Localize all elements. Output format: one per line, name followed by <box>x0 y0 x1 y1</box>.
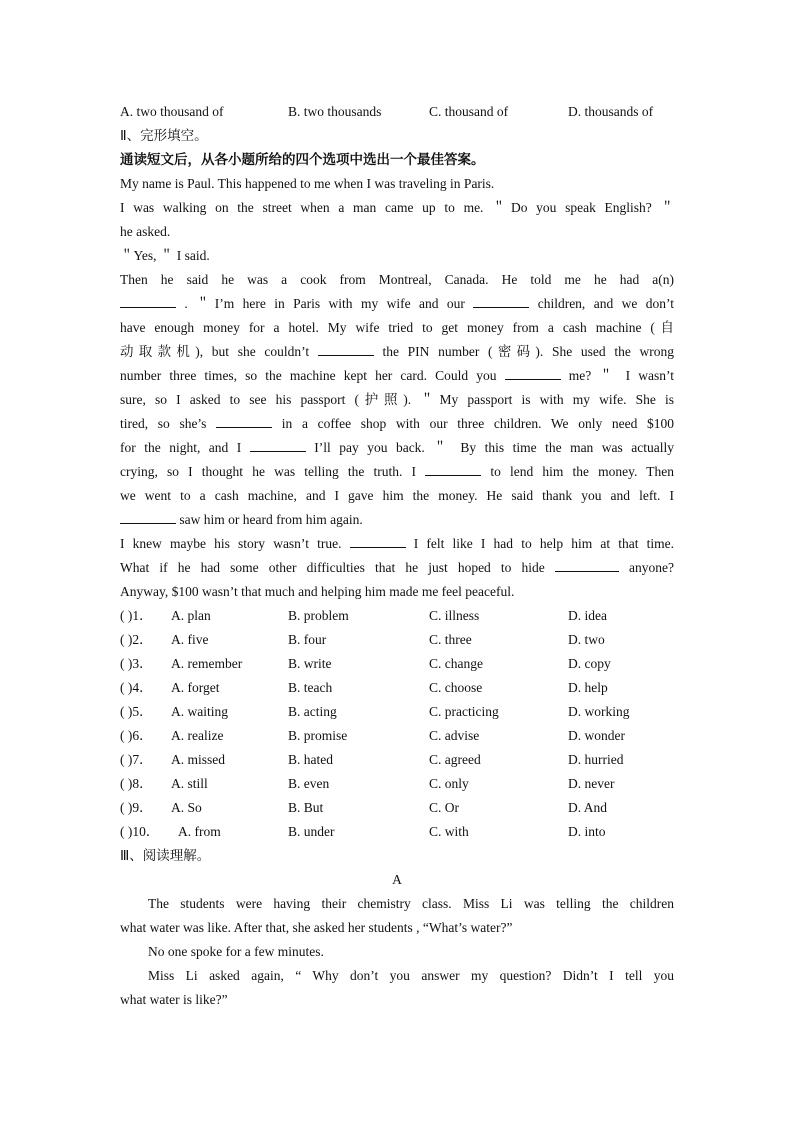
passage-line: we went to a cash machine, and I gave him the money. He said thank you and left. I <box>120 488 674 503</box>
option-a: A. from <box>178 824 221 839</box>
option-b: B. write <box>288 656 332 671</box>
question-row <box>120 700 674 724</box>
question-row <box>120 604 674 628</box>
option-c: C. change <box>429 656 483 671</box>
passage-line: ＂Yes, ＂ I said. <box>120 248 210 263</box>
question-number[interactable]: ( )3． <box>120 656 153 671</box>
prev-question-options <box>120 100 674 124</box>
answer-blank-7[interactable] <box>425 461 481 476</box>
passage-line: tired, so she’s in a coffee shop with our three children. We only need $100 <box>120 412 674 436</box>
section-3-title: Ⅲ、阅读理解。 <box>120 848 211 864</box>
option-d: D. working <box>568 704 630 719</box>
option-d: D. thousands of <box>568 104 654 119</box>
option-a: A. So <box>171 800 202 815</box>
answer-blank-1[interactable] <box>120 293 176 308</box>
answer-blank-10[interactable] <box>555 557 619 572</box>
reading-passage <box>120 892 674 1012</box>
question-number[interactable]: ( )6． <box>120 728 153 743</box>
option-c: C. with <box>429 824 469 839</box>
question-row <box>120 772 674 796</box>
option-b: B. problem <box>288 608 349 623</box>
option-a: A. missed <box>171 752 225 767</box>
option-c: C. only <box>429 776 469 791</box>
question-number[interactable]: ( )1． <box>120 608 153 623</box>
question-number[interactable]: ( )8． <box>120 776 153 791</box>
option-d: D. hurried <box>568 752 624 767</box>
option-b: B. acting <box>288 704 337 719</box>
answer-blank-5[interactable] <box>216 413 272 428</box>
option-c: C. Or <box>429 800 459 815</box>
option-c: C. choose <box>429 680 483 695</box>
option-a: A. remember <box>171 656 243 671</box>
option-d: D. And <box>568 800 608 815</box>
passage-line: number three times, so the machine kept her card. Could you me? ＂ I wasn’t <box>120 364 674 388</box>
option-a: A. realize <box>171 728 224 743</box>
passage-line: Anyway, $100 wasn’t that much and helping him made me feel peaceful. <box>120 584 515 599</box>
option-b: B. teach <box>288 680 333 695</box>
option-a: A. still <box>171 776 208 791</box>
answer-blank-2[interactable] <box>473 293 529 308</box>
option-c: C. advise <box>429 728 480 743</box>
option-c: C. practicing <box>429 704 499 719</box>
passage-line: I was walking on the street when a man came up to me. ＂Do you speak English? ＂ <box>120 200 674 215</box>
passage-line: Then he said he was a cook from Montreal, Canada. He told me he had a(n) <box>120 272 674 287</box>
option-b: B. even <box>288 776 330 791</box>
option-a: A. plan <box>171 608 211 623</box>
answer-blank-3[interactable] <box>318 341 374 356</box>
option-b: B. But <box>288 800 324 815</box>
passage-line: for the night, and I I’ll pay you back. ＂ By this time the man was actually <box>120 436 674 460</box>
option-b: B. under <box>288 824 335 839</box>
passage-line: No one spoke for a few minutes. <box>148 944 324 959</box>
passage-line: saw him or heard from him again. <box>120 508 674 532</box>
option-a: A. two thousand of <box>120 104 224 119</box>
option-d: D. idea <box>568 608 607 623</box>
passage-line: 动取款机), but she couldn’t the PIN number (密码). She used the wrong <box>120 340 674 364</box>
option-d: D. help <box>568 680 608 695</box>
option-b: B. four <box>288 632 327 647</box>
passage-line: what water is like?” <box>120 992 228 1007</box>
question-row <box>120 628 674 652</box>
question-row <box>120 796 674 820</box>
option-b: B. promise <box>288 728 348 743</box>
question-number[interactable]: ( )2． <box>120 632 153 647</box>
answer-blank-9[interactable] <box>350 533 406 548</box>
answer-blank-6[interactable] <box>250 437 306 452</box>
passage-line: I knew maybe his story wasn’t true. I felt like I had to help him at that time. <box>120 532 674 556</box>
option-a: A. forget <box>171 680 220 695</box>
option-a: A. five <box>171 632 209 647</box>
passage-line: What if he had some other difficulties that he just hoped to hide anyone? <box>120 556 674 580</box>
question-number[interactable]: ( )4． <box>120 680 153 695</box>
section-2-instruction: 通读短文后，从各小题所给的四个选项中选出一个最佳答案。 <box>120 152 485 168</box>
cloze-passage <box>120 172 674 604</box>
option-d: D. wonder <box>568 728 625 743</box>
passage-line: he asked. <box>120 224 171 239</box>
passage-line: sure, so I asked to see his passport (护照). ＂My passport is with my wife. She is <box>120 392 674 407</box>
passage-label: A <box>392 872 402 887</box>
passage-line: what water was like. After that, she asked her students , “What’s water?” <box>120 920 513 935</box>
option-d: D. two <box>568 632 605 647</box>
option-d: D. copy <box>568 656 611 671</box>
answer-blank-8[interactable] <box>120 509 176 524</box>
question-row <box>120 724 674 748</box>
option-d: D. never <box>568 776 615 791</box>
passage-line: . ＂I’m here in Paris with my wife and our children, and we don’t <box>120 292 674 316</box>
question-number[interactable]: ( )7． <box>120 752 153 767</box>
worksheet-page <box>120 100 674 1012</box>
question-number[interactable]: ( )10． <box>120 824 160 839</box>
question-list <box>120 604 674 844</box>
passage-line: crying, so I thought he was telling the truth. I to lend him the money. Then <box>120 460 674 484</box>
section-2-title: Ⅱ、完形填空。 <box>120 128 208 144</box>
question-number[interactable]: ( )5． <box>120 704 153 719</box>
question-row <box>120 820 674 844</box>
option-c: C. thousand of <box>429 104 509 119</box>
passage-line: Miss Li asked again, “ Why don’t you answer my question? Didn’t I tell you <box>148 968 674 983</box>
option-a: A. waiting <box>171 704 228 719</box>
passage-line: The students were having their chemistry class. Miss Li was telling the children <box>148 896 674 911</box>
passage-line: have enough money for a hotel. My wife tried to get money from a cash machine (自 <box>120 320 674 335</box>
option-b: B. hated <box>288 752 333 767</box>
answer-blank-4[interactable] <box>505 365 561 380</box>
option-c: C. three <box>429 632 472 647</box>
option-d: D. into <box>568 824 606 839</box>
option-c: C. agreed <box>429 752 481 767</box>
question-row <box>120 652 674 676</box>
question-row <box>120 676 674 700</box>
question-number[interactable]: ( )9． <box>120 800 153 815</box>
question-row <box>120 748 674 772</box>
passage-line: My name is Paul. This happened to me when I was traveling in Paris. <box>120 176 495 191</box>
option-c: C. illness <box>429 608 480 623</box>
option-b: B. two thousands <box>288 104 382 119</box>
